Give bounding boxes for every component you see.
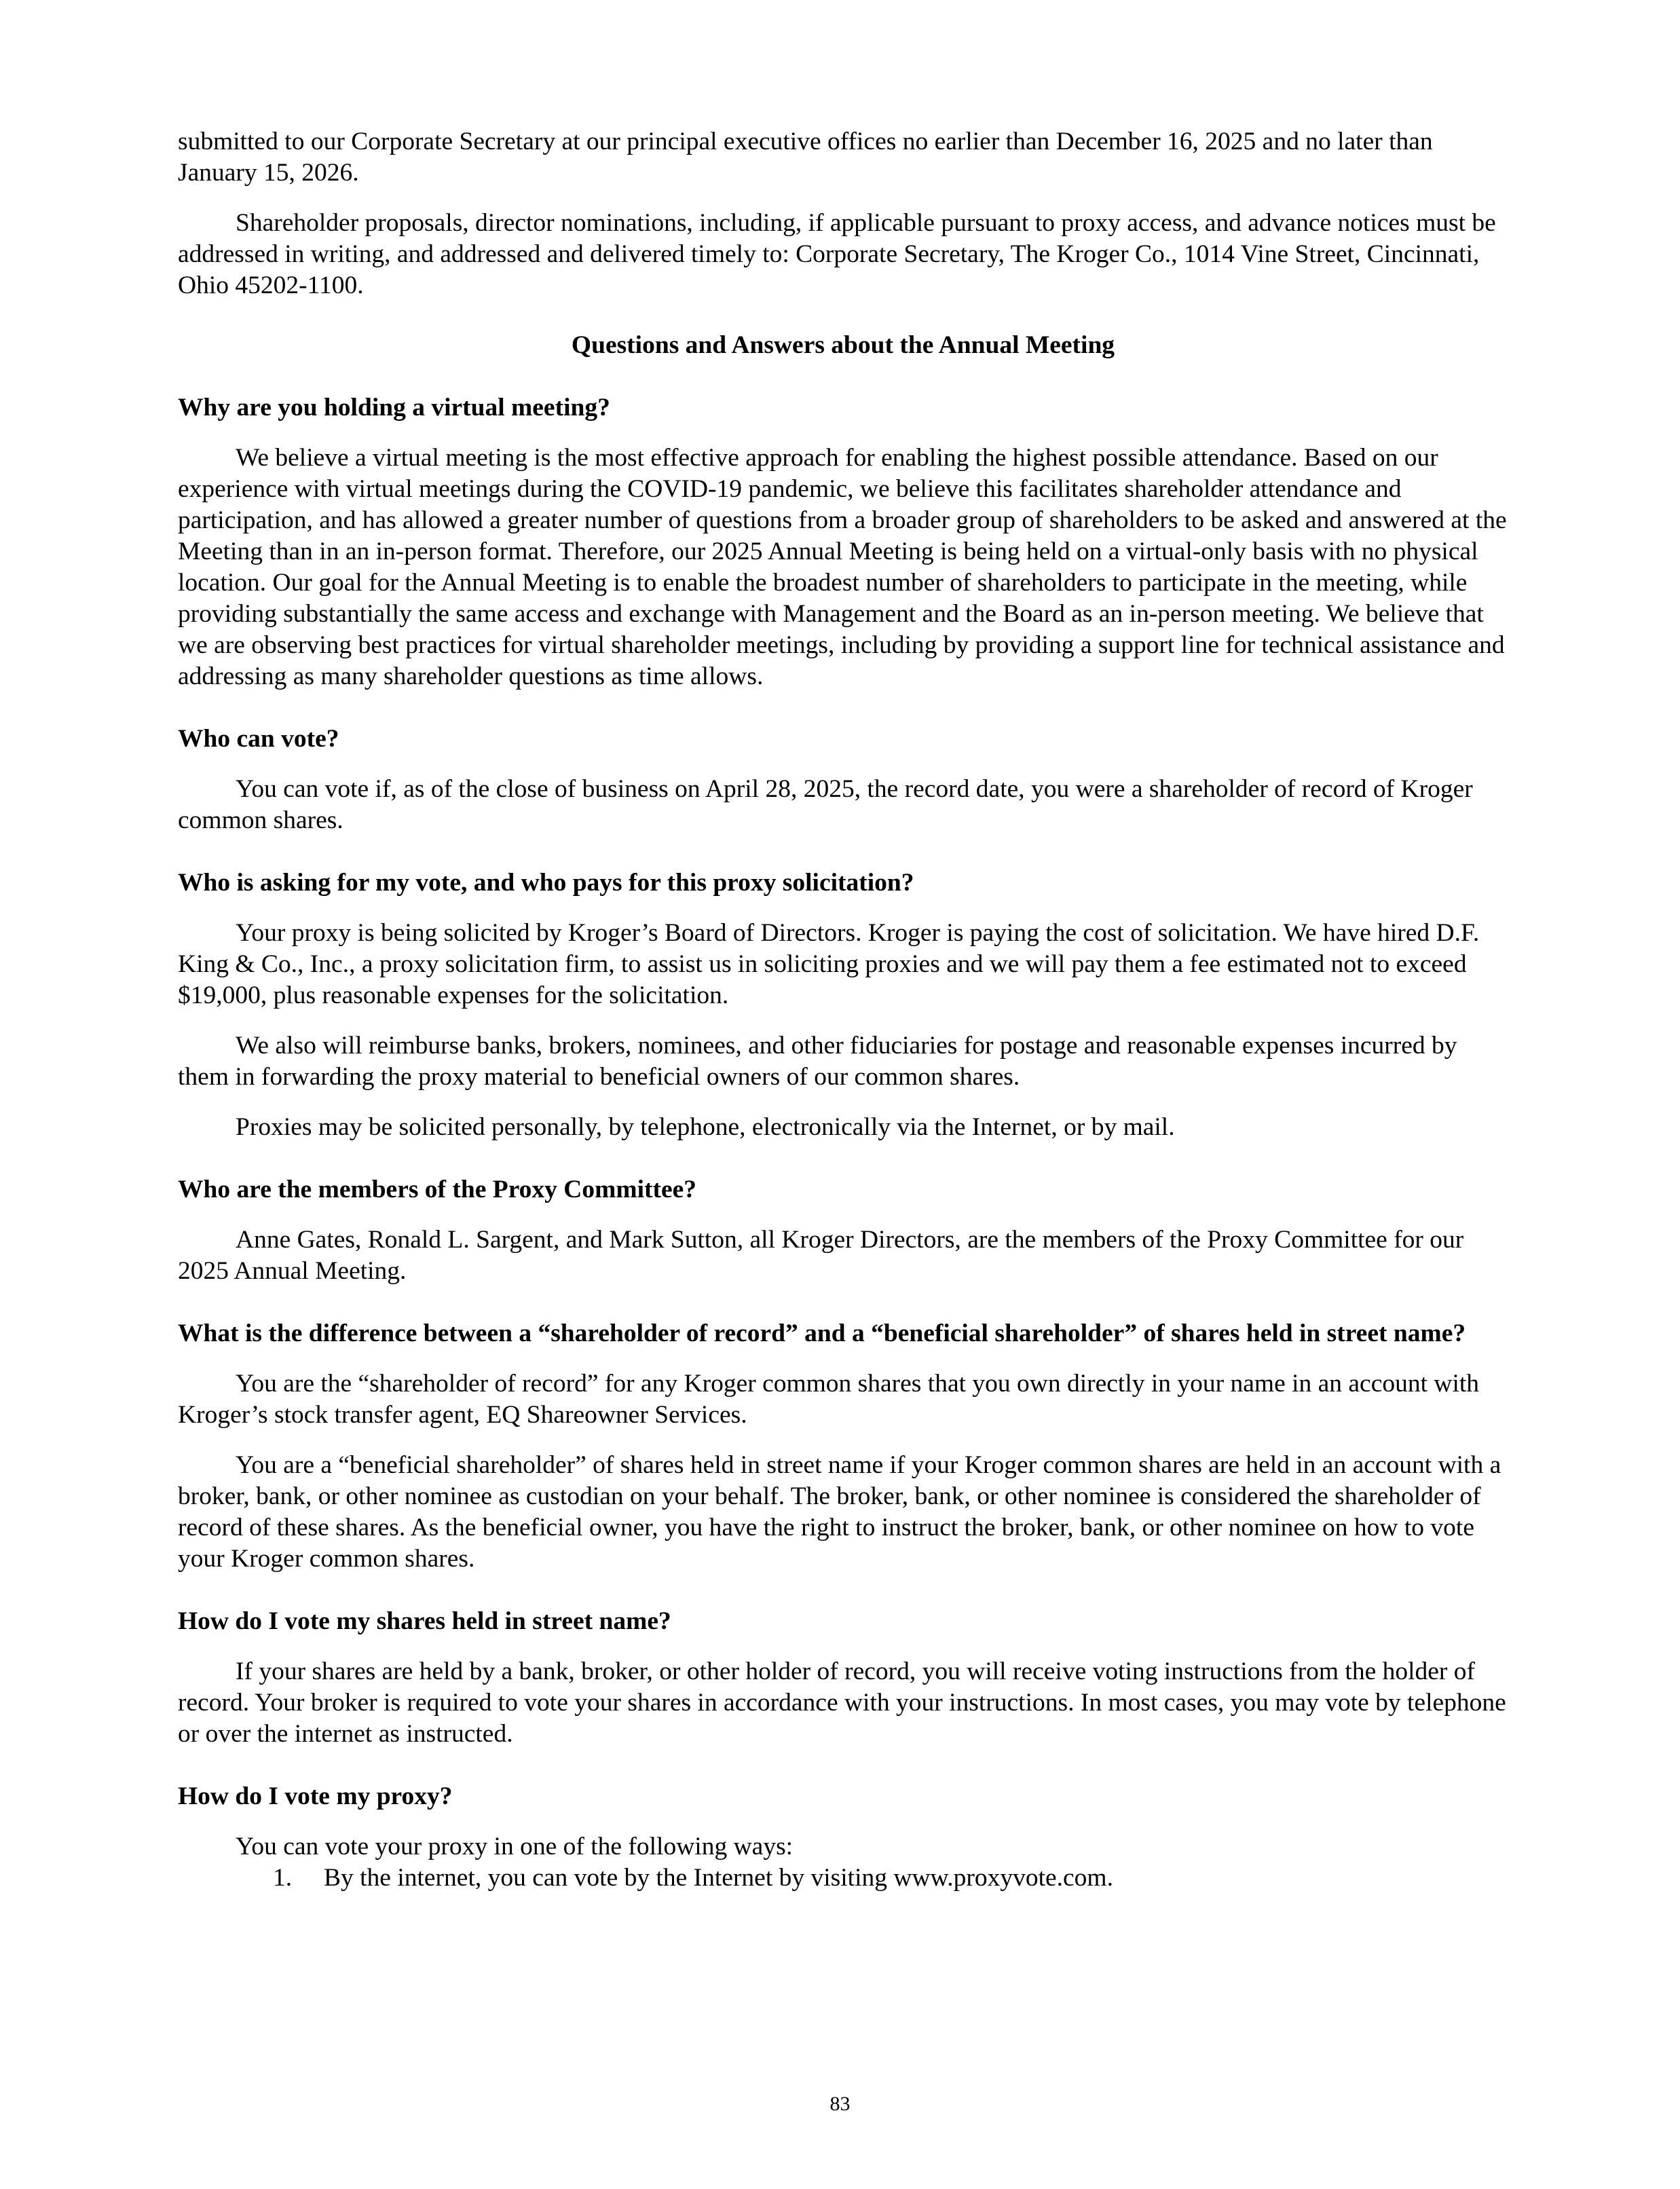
document-body	[178, 126, 1508, 1894]
voting-methods-list	[178, 1863, 1508, 1894]
answer-paragraph: Your proxy is being solicited by Kroger’s Board of Directors. Kroger is paying the cost of solicitation. We have hired D.F. King & Co., Inc., a proxy solicitation firm, to assist us in soliciting proxies and we will pay them a fee estimated not to exceed $19,000, plus reasonable expenses for the solicitation.	[178, 919, 1480, 1009]
question-who-can-vote: Who can vote?	[178, 725, 339, 753]
list-item	[178, 1863, 1508, 1894]
question-who-pays: Who is asking for my vote, and who pays for this proxy solicitation?	[178, 869, 914, 897]
list-item-text: By the internet, you can vote by the Internet by visiting www.proxyvote.com.	[324, 1864, 1113, 1892]
answer-paragraph: You are a “beneficial shareholder” of shares held in street name if your Kroger common shares are held in an account with a broker, bank, or other nominee as custodian on your behalf. The broker, bank, or other nominee is considered the shareholder of record of these shares. As the beneficial owner, you have the right to instruct the broker, bank, or other nominee on how to vote your Kroger common shares.	[178, 1451, 1501, 1573]
list-item-number: 1.	[273, 1864, 293, 1892]
answer-paragraph: If your shares are held by a bank, broker, or other holder of record, you will receive voting instructions from the holder of record. Your broker is required to vote your shares in accordance with your instructions. In most cases, you may vote by telephone or over the internet as instructed.	[178, 1658, 1506, 1748]
question-record-vs-beneficial: What is the difference between a “shareholder of record” and a “beneficial shareholder” of shares held in street name?	[178, 1320, 1466, 1347]
answer-paragraph: You can vote your proxy in one of the following ways:	[236, 1833, 794, 1860]
question-street-name-vote: How do I vote my shares held in street name?	[178, 1607, 671, 1635]
answer-paragraph: We believe a virtual meeting is the most effective approach for enabling the highest possible attendance. Based on our experience with virtual meetings during the COVID-19 pandemic, we believe this facilitates shareholder attendance and participation, and has allowed a greater number of questions from a broader group of shareholders to be asked and answered at the Meeting than in an in-person format. Therefore, our 2025 Annual Meeting is being held on a virtual-only basis with no physical location. Our goal for the Annual Meeting is to enable the broadest number of shareholders to participate in the meeting, while providing substantially the same access and exchange with Management and the Board as an in-person meeting. We believe that we are observing best practices for virtual shareholder meetings, including by providing a support line for technical assistance and addressing as many shareholder questions as time allows.	[178, 444, 1507, 690]
answer-paragraph: We also will reimburse banks, brokers, nominees, and other fiduciaries for postage and reasonable expenses incurred by them in forwarding the proxy material to beneficial owners of our common shares.	[178, 1032, 1457, 1091]
answer-paragraph: You are the “shareholder of record” for any Kroger common shares that you own directly in your name in an account with Kroger’s stock transfer agent, EQ Shareowner Services.	[178, 1370, 1480, 1429]
question-proxy-committee: Who are the members of the Proxy Committee?	[178, 1176, 697, 1203]
intro-paragraph-2: Shareholder proposals, director nominations, including, if applicable pursuant to proxy access, and advance notices must be addressed in writing, and addressed and delivered timely to: Corporate Secretary, The Kroger Co., 1014 Vine Street, Cincinnati, Ohio 45202-1100.	[178, 209, 1496, 299]
answer-paragraph: Anne Gates, Ronald L. Sargent, and Mark Sutton, all Kroger Directors, are the members of the Proxy Committee for our 2025 Annual Meeting.	[178, 1226, 1464, 1285]
section-title: Questions and Answers about the Annual Meeting	[571, 331, 1115, 359]
intro-paragraph-1: submitted to our Corporate Secretary at our principal executive offices no earlier than December 16, 2025 and no later than January 15, 2026.	[178, 128, 1433, 187]
page-number: 83	[829, 2093, 851, 2115]
question-vote-proxy: How do I vote my proxy?	[178, 1782, 453, 1810]
answer-paragraph: You can vote if, as of the close of business on April 28, 2025, the record date, you were a shareholder of record of Kroger common shares.	[178, 775, 1473, 834]
question-virtual-meeting: Why are you holding a virtual meeting?	[178, 394, 610, 422]
answer-paragraph: Proxies may be solicited personally, by telephone, electronically via the Internet, or by mail.	[236, 1113, 1175, 1141]
